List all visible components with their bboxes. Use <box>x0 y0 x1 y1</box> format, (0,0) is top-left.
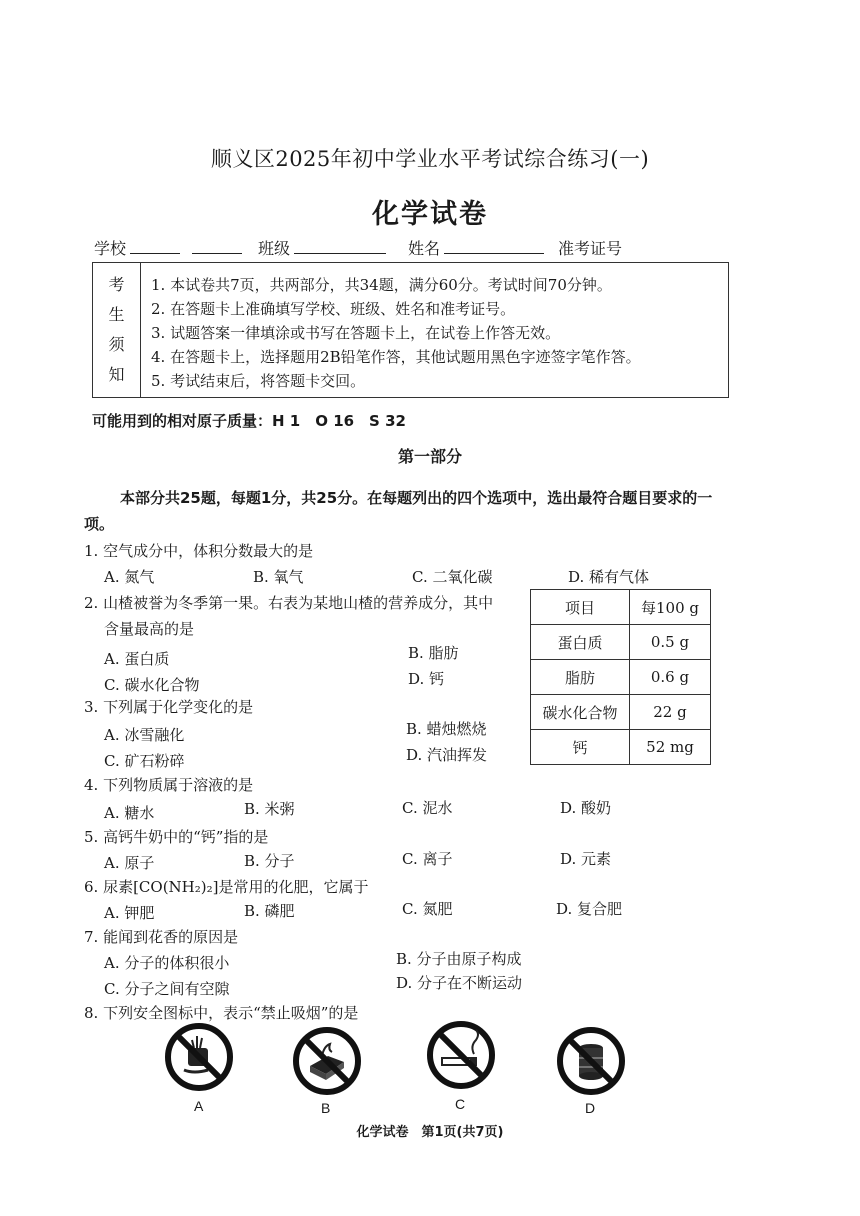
no-fireworks-sign-icon <box>164 1022 234 1092</box>
exam-title: 顺义区2025年初中学业水平考试综合练习(一) <box>210 147 650 171</box>
table-cell: 蛋白质 <box>531 625 630 660</box>
exam-notice-box <box>92 262 729 398</box>
table-cell: 22 g <box>630 695 711 730</box>
no-smoking-sign-icon <box>426 1020 496 1090</box>
q1-option-c: C. 二氧化碳 <box>412 568 493 586</box>
sign-c-label: C <box>455 1096 466 1112</box>
table-row <box>531 625 711 660</box>
notice-item: 1. 本试卷共7页，共两部分，共34题，满分60分。考试时间70分钟。 <box>151 276 612 294</box>
table-row <box>531 695 711 730</box>
q5-option-c: C. 离子 <box>402 850 453 868</box>
question-4-stem: 4. 下列物质属于溶液的是 <box>84 776 254 794</box>
q4-option-a: A. 糖水 <box>104 804 155 822</box>
question-1-stem: 1. 空气成分中，体积分数最大的是 <box>84 542 314 560</box>
q7-option-d: D. 分子在不断运动 <box>396 974 523 992</box>
page-footer: 化学试卷 第1页(共7页) <box>356 1125 504 1140</box>
sign-b-label: B <box>321 1100 331 1116</box>
name-field <box>408 236 544 259</box>
part-title: 第一部分 <box>397 447 462 466</box>
question-2-stem-cont: 含量最高的是 <box>104 620 195 638</box>
notice-item: 3. 试题答案一律填涂或书写在答题卡上，在试卷上作答无效。 <box>151 324 561 342</box>
q6-option-b: B. 磷肥 <box>244 902 295 920</box>
q2-option-d: D. 钙 <box>408 670 445 688</box>
question-6-stem: 6. 尿素[CO(NH₂)₂]是常用的化肥，它属于 <box>84 878 369 896</box>
notice-items <box>151 273 641 393</box>
table-row <box>531 660 711 695</box>
exam-id-field <box>558 236 622 259</box>
q5-option-a: A. 原子 <box>104 854 155 872</box>
q6-option-a: A. 钾肥 <box>104 904 155 922</box>
table-header-cell: 每100 g <box>630 590 711 625</box>
q1-option-d: D. 稀有气体 <box>568 568 650 586</box>
q2-option-a: A. 蛋白质 <box>104 650 170 668</box>
q6-option-d: D. 复合肥 <box>556 900 623 918</box>
question-8-stem: 8. 下列安全图标中，表示“禁止吸烟”的是 <box>84 1004 359 1022</box>
school-field <box>94 236 242 259</box>
school-label: 学校 <box>94 239 127 258</box>
name-label: 姓名 <box>408 239 441 258</box>
table-header-cell: 项目 <box>531 590 630 625</box>
q4-option-d: D. 酸奶 <box>560 799 612 817</box>
class-field <box>258 236 386 259</box>
q1-option-a: A. 氮气 <box>104 568 155 586</box>
q2-option-b: B. 脂肪 <box>408 644 459 662</box>
q3-option-c: C. 矿石粉碎 <box>104 752 185 770</box>
q1-option-b: B. 氧气 <box>253 568 304 586</box>
q7-option-a: A. 分子的体积很小 <box>104 954 230 972</box>
no-barrel-storage-sign-icon <box>556 1026 626 1096</box>
table-row <box>531 730 711 765</box>
table-cell: 52 mg <box>630 730 711 765</box>
class-label: 班级 <box>258 239 291 258</box>
subject-title: 化学试卷 <box>372 199 488 230</box>
sign-d-label: D <box>585 1100 596 1116</box>
no-open-flame-sign-icon <box>292 1026 362 1096</box>
q7-option-b: B. 分子由原子构成 <box>396 950 522 968</box>
table-cell: 碳水化合物 <box>531 695 630 730</box>
notice-item: 2. 在答题卡上准确填写学校、班级、姓名和准考证号。 <box>151 300 516 318</box>
q3-option-d: D. 汽油挥发 <box>406 746 488 764</box>
q5-option-b: B. 分子 <box>244 852 295 870</box>
nutrition-table <box>530 589 711 765</box>
question-2-stem: 2. 山楂被誉为冬季第一果。右表为某地山楂的营养成分，其中 <box>84 594 494 612</box>
atomic-masses: 可能用到的相对原子质量：H 1 O 16 S 32 <box>92 412 406 430</box>
q4-option-c: C. 泥水 <box>402 799 453 817</box>
question-5-stem: 5. 高钙牛奶中的“钙”指的是 <box>84 828 269 846</box>
part-intro: 本部分共25题，每题1分，共25分。在每题列出的四个选项中，选出最符合题目要求的一项。 <box>84 489 713 533</box>
q3-option-b: B. 蜡烛燃烧 <box>406 720 487 738</box>
q2-option-c: C. 碳水化合物 <box>104 676 200 694</box>
q7-option-c: C. 分子之间有空隙 <box>104 980 230 998</box>
exam-id-label: 准考证号 <box>558 239 623 258</box>
table-cell: 脂肪 <box>531 660 630 695</box>
q5-option-d: D. 元素 <box>560 850 612 868</box>
notice-item: 5. 考试结束后，将答题卡交回。 <box>151 372 366 390</box>
table-cell: 0.6 g <box>630 660 711 695</box>
sign-a-label: A <box>194 1098 204 1114</box>
table-row <box>531 590 711 625</box>
question-7-stem: 7. 能闻到花香的原因是 <box>84 928 239 946</box>
q6-option-c: C. 氮肥 <box>402 900 453 918</box>
notice-item: 4. 在答题卡上，选择题用2B铅笔作答，其他试题用黑色字迹签字笔作答。 <box>151 348 641 366</box>
table-cell: 钙 <box>531 730 630 765</box>
table-cell: 0.5 g <box>630 625 711 660</box>
notice-label: 考 生 须 知 <box>93 263 141 397</box>
q3-option-a: A. 冰雪融化 <box>104 726 185 744</box>
question-3-stem: 3. 下列属于化学变化的是 <box>84 698 254 716</box>
q4-option-b: B. 米粥 <box>244 800 295 818</box>
